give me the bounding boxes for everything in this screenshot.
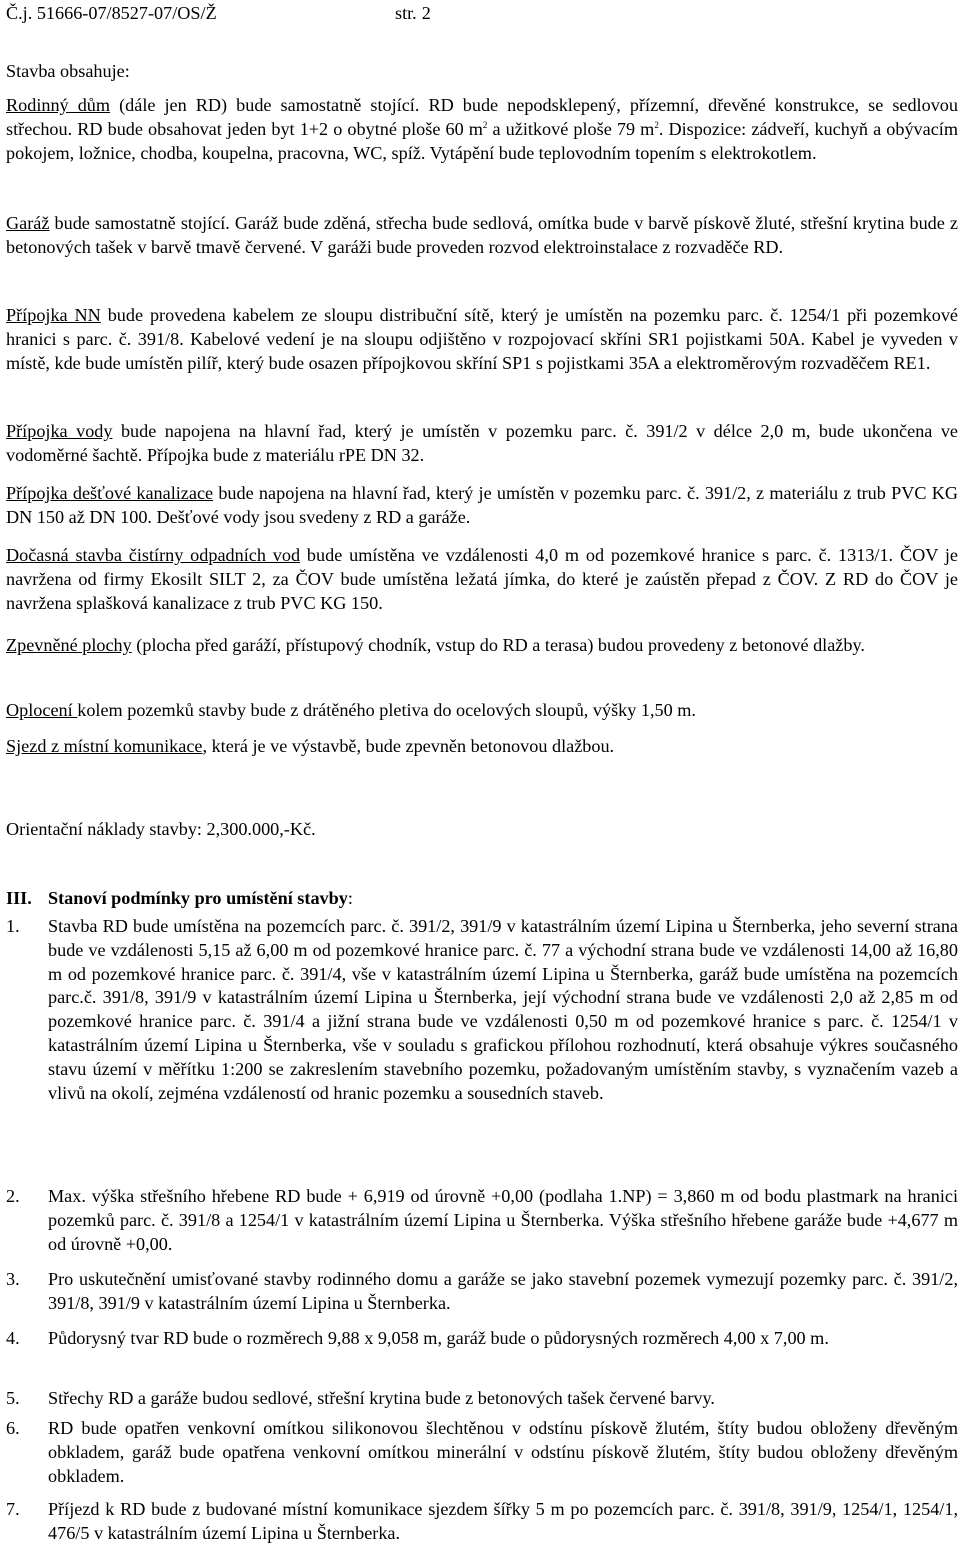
paragraph-lead: Garáž bbox=[6, 213, 50, 233]
condition-text: Stavba RD bude umístěna na pozemcích parc. č. 391/2, 391/9 v katastrálním území Lipina u Šternberka, jeho severní strana bude ve vzdálenosti 5,15 až 6,00 m od pozemkové hranice parc. č. 77 a východní strana bude ve vzdálenosti 14,00 až 16,80 m od pozemkové hranice parc. č. 391/4, vše v katastrálním území Lipina u Šternberka, garáž bude umístěna na pozemcích parc.č. 391/8, 391/9 v katastrálním území Lipina u Šternberka, její východní strana bude ve vzdálenosti 2,0 až 2,85 m od pozemkové hranice parc. č. 391/4 a jižní strana bude ve vzdálenosti 0,50 m od pozemkové hranice s parc. č. 1254/1 v katastrálním území Lipina u Šternberka, vše v souladu s grafickou přílohou rozhodnutí, která obsahuje výkres současného stavu území v měřítku 1:200 se zakreslením stavebního pozemku, požadovaným umístěním stavby, s vyznačením vazeb a vlivů na okolí, zejména vzdáleností od hranic pozemku a sousedních staveb. bbox=[48, 916, 958, 1103]
paragraph-lead: Přípojka dešťové kanalizace bbox=[6, 483, 214, 503]
paragraph-lead: Rodinný dům bbox=[6, 95, 111, 115]
paragraph-lead: Dočasná stavba čistírny odpadních vod bbox=[6, 545, 301, 565]
condition-item bbox=[6, 1268, 958, 1316]
paragraph-lead: Přípojka NN bbox=[6, 305, 101, 325]
condition-number: 2. bbox=[6, 1186, 20, 1206]
paragraph-pripojka-vody: Přípojka vody bude napojena na hlavní řad, který je umístěn v pozemku parc. č. 391/2 v délce 2,0 m, bude ukončena ve vodoměrné šachtě. Přípojka bude z materiálu rPE DN 32. bbox=[6, 421, 958, 465]
condition-text: Příjezd k RD bude z budované místní komunikace sjezdem šířky 5 m po pozemcích parc. č. 391/8, 391/9, 1254/1, 1254/1, 476/5 v katastrálním území Lipina u Šternberka. bbox=[48, 1499, 958, 1543]
paragraph-sjezd: Sjezd z místní komunikace, která je ve výstavbě, bude zpevněn betonovou dlažbou. bbox=[6, 736, 615, 756]
condition-number: 6. bbox=[6, 1418, 20, 1438]
condition-number: 5. bbox=[6, 1388, 20, 1408]
section-heading: III. Stanoví podmínky pro umístění stavby: bbox=[6, 887, 353, 911]
condition-number: 1. bbox=[6, 916, 20, 936]
page-header bbox=[6, 2, 958, 28]
condition-item bbox=[6, 1327, 958, 1351]
section-intro: Stavba obsahuje: bbox=[6, 61, 130, 81]
paragraph-destova-kanalizace: Přípojka dešťové kanalizace bude napojena na hlavní řad, který je umístěn v pozemku parc. č. 391/2, z materiálu z trub PVC KG DN 150 až DN 100. Dešťové vody jsou svedeny z RD a garáže. bbox=[6, 483, 958, 527]
section-title: Stanoví podmínky pro umístění stavby bbox=[48, 888, 348, 908]
condition-text: Střechy RD a garáže budou sedlové, střešní krytina bude z betonových tašek červené barvy. bbox=[48, 1388, 715, 1408]
paragraph-oploceni: Oplocení kolem pozemků stavby bude z drátěného pletiva do ocelových sloupů, výšky 1,50 m. bbox=[6, 700, 696, 720]
section-number: III. bbox=[6, 888, 32, 908]
paragraph-lead: Oplocení bbox=[6, 700, 78, 720]
condition-number: 4. bbox=[6, 1328, 20, 1348]
condition-item bbox=[6, 1417, 958, 1488]
condition-item bbox=[6, 1185, 958, 1256]
condition-text: Max. výška střešního hřebene RD bude + 6,919 od úrovně +0,00 (podlaha 1.NP) = 3,860 m od bodu plastmark na hranici pozemků parc. č. 391/8 a 1254/1 v katastrálním území Lipina u Šternberka. Výška střešního hřebene garáže bude +4,677 m od úrovně +0,00. bbox=[48, 1186, 958, 1254]
condition-number: 3. bbox=[6, 1269, 20, 1289]
paragraph-pripojka-nn: Přípojka NN bude provedena kabelem ze sloupu distribuční sítě, který je umístěn na pozemku parc. č. 1254/1 při pozemkové hranici s parc. č. 391/8. Kabelové vedení je na sloupu odjištěno v rozpojovací skříni SR1 pojistkami 50A. Kabel je vyveden v místě, kde bude umístěn pilíř, který bude osazen přípojkovou skříní SP1 s pojistkami 35A a elektroměrovým rozvaděčem RE1. bbox=[6, 305, 959, 373]
page-number: str. 2 bbox=[395, 3, 431, 23]
paragraph-lead: Přípojka vody bbox=[6, 421, 113, 441]
condition-number: 7. bbox=[6, 1499, 20, 1519]
paragraph-lead: Sjezd z místní komunikace bbox=[6, 736, 203, 756]
paragraph-zpevnene-plochy: Zpevněné plochy (plocha před garáží, přístupový chodník, vstup do RD a terasa) budou provedeny z betonové dlažby. bbox=[6, 635, 865, 655]
paragraph-cov: Dočasná stavba čistírny odpadních vod bude umístěna ve vzdálenosti 4,0 m od pozemkové hranice s parc. č. 1313/1. ČOV je navržena od firmy Ekosilt SILT 2, za ČOV bude umístěna ležatá jímka, do které je zaústěn přepad z ČOV. Z RD do ČOV je navržena splašková kanalizace z trub PVC KG 150. bbox=[6, 545, 958, 613]
construction-costs: Orientační náklady stavby: 2,300.000,-Kč. bbox=[6, 819, 316, 839]
condition-text: RD bude opatřen venkovní omítkou silikonovou šlechtěnou v odstínu pískově žlutém, štíty budou obloženy dřevěným obkladem, garáž bude opatřena venkovní omítkou minerální v odstínu pískově žlutém, štíty budou obloženy dřevěným obkladem. bbox=[48, 1418, 958, 1486]
paragraph-garaz: Garáž bude samostatně stojící. Garáž bude zděná, střecha bude sedlová, omítka bude v barvě pískově žluté, střešní krytina bude z betonových tašek v barvě tmavě červené. V garáži bude proveden rozvod elektroinstalace z rozvaděče RD. bbox=[6, 213, 958, 257]
condition-text: Půdorysný tvar RD bude o rozměrech 9,88 x 9,058 m, garáž bude o půdorysných rozměrech 4,00 x 7,00 m. bbox=[48, 1328, 829, 1348]
condition-item bbox=[6, 1387, 958, 1411]
condition-item bbox=[6, 915, 958, 1105]
condition-item bbox=[6, 1498, 958, 1546]
paragraph-rodinny-dum: Rodinný dům (dále jen RD) bude samostatně stojící. RD bude nepodsklepený, přízemní, dřevěné konstrukce, se sedlovou střechou. RD bude obsahovat jeden byt 1+2 o obytné ploše 60 $m^2$ a užitkové ploše 79 $m^2$. Dispozice: zádveří, kuchyň a obývacím pokojem, ložnice, chodba, koupelna, pracovna, WC, spíž. Vytápění bude teplovodním topením s elektrokotlem. bbox=[6, 95, 958, 163]
condition-text: Pro uskutečnění umisťované stavby rodinného domu a garáže se jako stavební pozemek vymezují pozemky parc. č. 391/2, 391/8, 391/9 v katastrálním území Lipina u Šternberka. bbox=[48, 1269, 958, 1313]
paragraph-lead: Zpevněné plochy bbox=[6, 635, 132, 655]
reference-number: Č.j. 51666-07/8527-07/OS/Ž bbox=[6, 3, 217, 23]
